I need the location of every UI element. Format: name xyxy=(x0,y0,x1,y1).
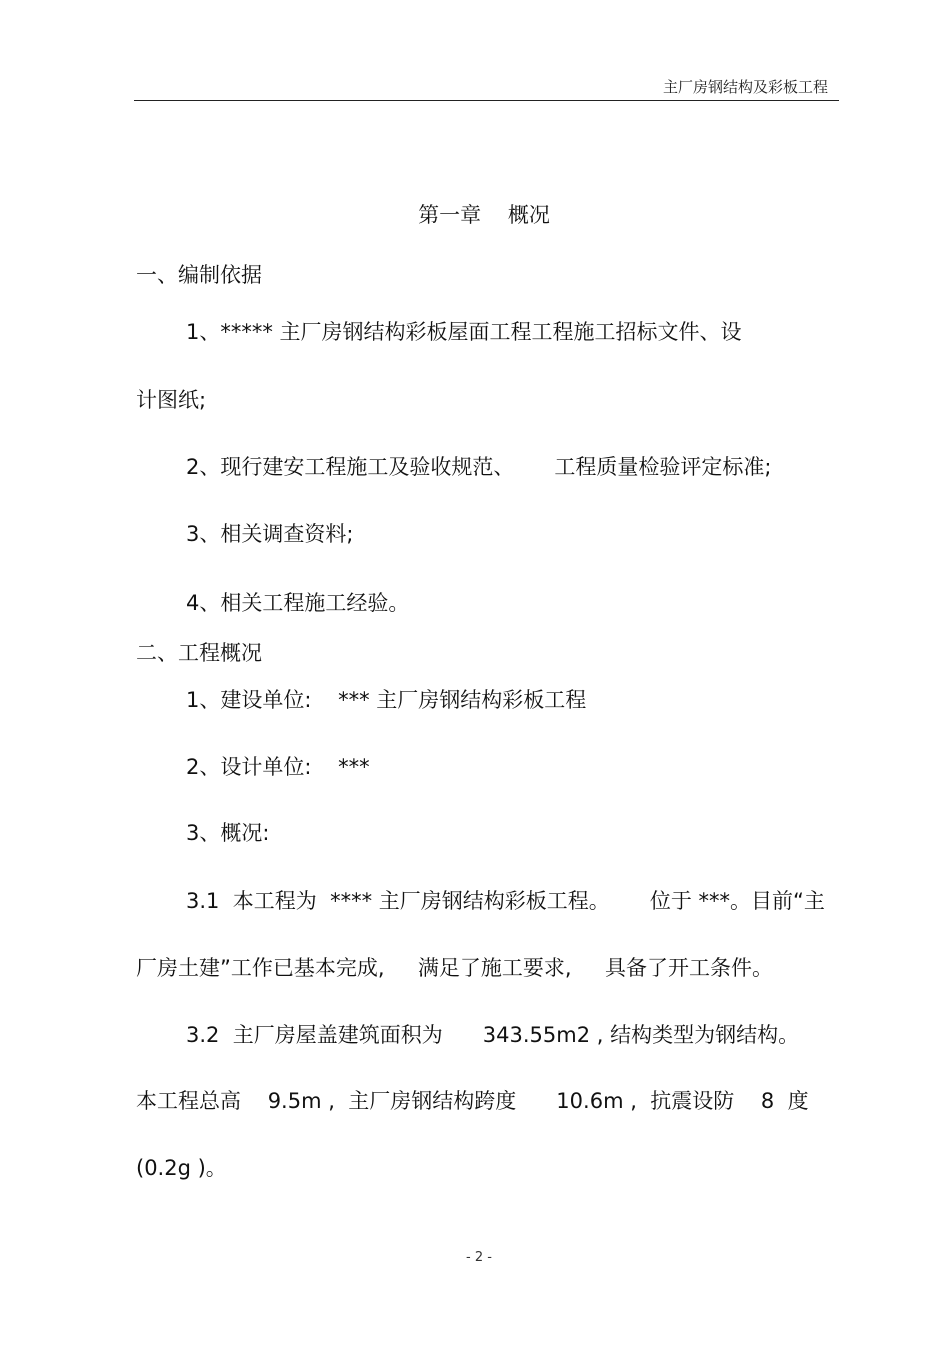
paragraph-3-2-line-3: (0.2g )。 xyxy=(136,1156,227,1180)
overview-item-2: 2、设计单位: *** xyxy=(186,755,370,779)
section-heading-basis: 一、编制依据 xyxy=(136,263,262,287)
basis-item-1-line-2: 计图纸; xyxy=(136,388,207,412)
overview-item-3: 3、概况: xyxy=(186,821,270,845)
chapter-title: 第一章 概况 xyxy=(418,203,550,227)
paragraph-3-2-line-1: 3.2 主厂房屋盖建筑面积为 343.55m2 , 结构类型为钢结构。 xyxy=(186,1023,800,1047)
running-header: 主厂房钢结构及彩板工程 xyxy=(662,78,828,96)
page-number: - 2 - xyxy=(466,1250,492,1265)
paragraph-3-1-line-2: 厂房土建”工作已基本完成, 满足了施工要求, 具备了开工条件。 xyxy=(136,956,773,980)
basis-item-4: 4、相关工程施工经验。 xyxy=(186,591,410,615)
basis-item-2: 2、现行建安工程施工及验收规范、 工程质量检验评定标准; xyxy=(186,455,772,479)
basis-item-1-line-1: 1、***** 主厂房钢结构彩板屋面工程工程施工招标文件、设 xyxy=(186,320,742,344)
header-rule xyxy=(134,100,839,101)
paragraph-3-1-line-1: 3.1 本工程为 **** 主厂房钢结构彩板工程。 位于 ***。目前“主 xyxy=(186,889,825,913)
overview-item-1: 1、建设单位: *** 主厂房钢结构彩板工程 xyxy=(186,688,587,712)
section-heading-overview: 二、工程概况 xyxy=(136,641,262,665)
paragraph-3-2-line-2: 本工程总高 9.5m , 主厂房钢结构跨度 10.6m , 抗震设防 8 度 xyxy=(136,1089,809,1113)
basis-item-3: 3、相关调查资料; xyxy=(186,522,354,546)
